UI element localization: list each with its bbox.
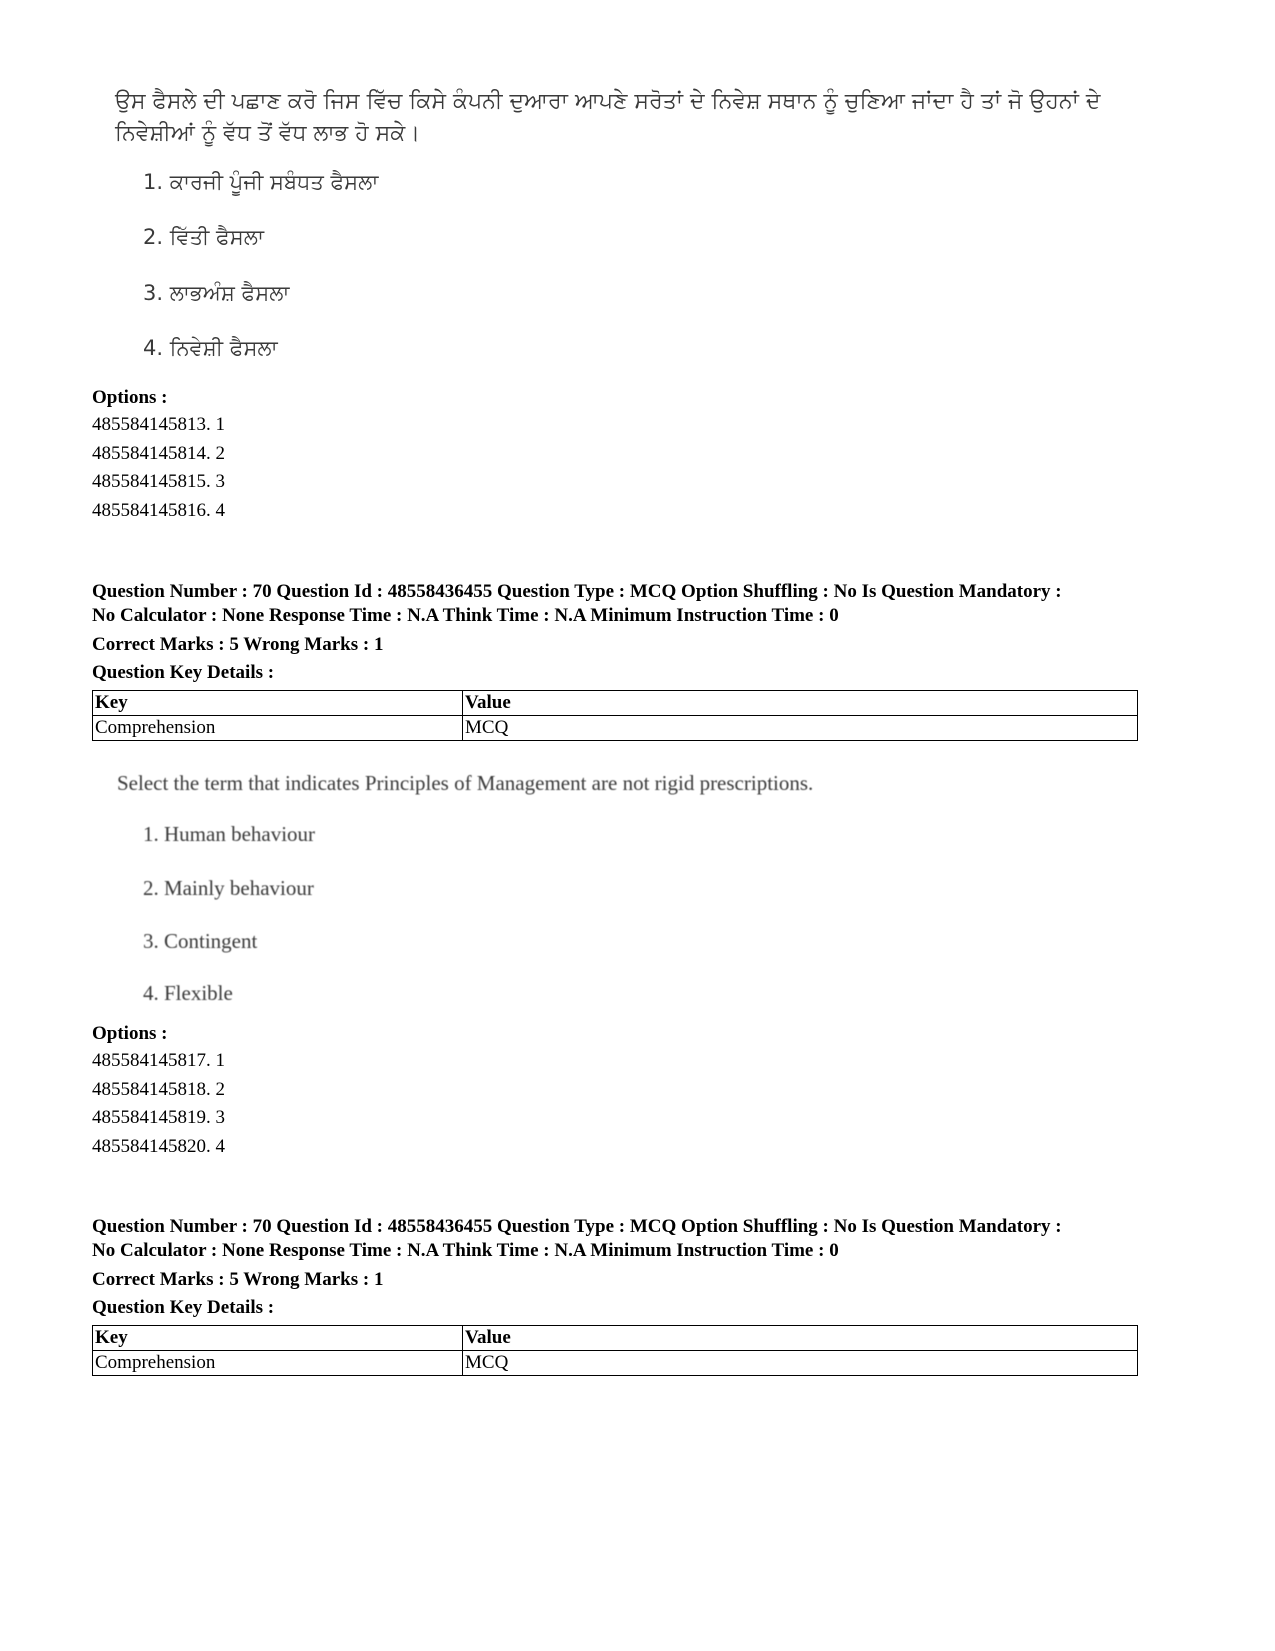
question-choice-4: 4. Flexible — [143, 981, 233, 1005]
table-row — [93, 716, 1138, 741]
question-key-details-label: Question Key Details : — [92, 662, 275, 683]
question-choice-2: 2. Mainly behaviour — [143, 876, 314, 900]
option-item: 485584145813. 1 — [92, 414, 225, 435]
table-header-row — [93, 691, 1138, 716]
options-label: Options : — [92, 1023, 168, 1044]
question-meta-line-1: Question Number : 70 Question Id : 48558436455 Question Type : MCQ Option Shuffling : No Is Question Mandatory : — [92, 581, 1062, 602]
question-meta-line-2: No Calculator : None Response Time : N.A Think Time : N.A Minimum Instruction Time : 0 — [92, 1240, 839, 1261]
table-header-key: Key — [93, 691, 463, 716]
options-list — [92, 411, 225, 525]
question-key-details-label: Question Key Details : — [92, 1297, 275, 1318]
table-header-value: Value — [463, 691, 1138, 716]
question-meta-line-2: No Calculator : None Response Time : N.A Think Time : N.A Minimum Instruction Time : 0 — [92, 605, 839, 626]
table-header-row — [93, 1326, 1138, 1351]
question-choice-4: 4. ਨਿਵੇਸ਼ੀ ਫੈਸਲਾ — [143, 336, 278, 360]
table-header-key: Key — [93, 1326, 463, 1351]
table-row — [93, 1351, 1138, 1376]
option-item: 485584145819. 3 — [92, 1107, 225, 1129]
question-choice-3: 3. Contingent — [143, 929, 258, 953]
option-item: 485584145815. 3 — [92, 471, 225, 493]
table-header-value: Value — [463, 1326, 1138, 1351]
option-item: 485584145818. 2 — [92, 1078, 225, 1100]
question-key-table — [92, 690, 1138, 741]
option-item: 485584145814. 2 — [92, 442, 225, 464]
options-list — [92, 1047, 225, 1161]
question-choice-1: 1. Human behaviour — [143, 822, 316, 846]
question-choice-1: 1. ਕਾਰਜੀ ਪੂੰਜੀ ਸਬੰਧਤ ਫੈਸਲਾ — [143, 170, 379, 194]
marks-line: Correct Marks : 5 Wrong Marks : 1 — [92, 634, 384, 655]
option-item: 485584145817. 1 — [92, 1050, 225, 1071]
question-image-text-punjabi: ਉਸ ਫੈਸਲੇ ਦੀ ਪਛਾਣ ਕਰੋ ਜਿਸ ਵਿੱਚ ਕਿਸੇ ਕੰਪਨੀ ਦੁਆਰਾ ਆਪਣੇ ਸਰੋਤਾਂ ਦੇ ਨਿਵੇਸ਼ ਸਥਾਨ ਨੂੰ ਚੁਣਿਆ ਜਾਂਦਾ ਹੈ ਤਾਂ ਜੋ ਉਹਨਾਂ ਦੇ ਨਿਵੇਸ਼ੀਆਂ ਨੂੰ ਵੱਧ ਤੋਂ ਵੱਧ ਲਾਭ ਹੋ ਸਕੇ। — [115, 89, 1101, 146]
options-label: Options : — [92, 387, 168, 408]
question-choice-2: 2. ਵਿੱਤੀ ਫੈਸਲਾ — [143, 225, 264, 249]
marks-line: Correct Marks : 5 Wrong Marks : 1 — [92, 1269, 384, 1290]
table-cell-key: Comprehension — [93, 1351, 463, 1376]
table-cell-value: MCQ — [463, 716, 1138, 741]
table-cell-key: Comprehension — [93, 716, 463, 741]
table-cell-value: MCQ — [463, 1351, 1138, 1376]
question-choice-3: 3. ਲਾਭਅੰਸ਼ ਫੈਸਲਾ — [143, 281, 290, 305]
option-item: 485584145820. 4 — [92, 1135, 225, 1157]
option-item: 485584145816. 4 — [92, 499, 225, 521]
question-meta-line-1: Question Number : 70 Question Id : 48558436455 Question Type : MCQ Option Shuffling : No Is Question Mandatory : — [92, 1216, 1062, 1237]
question-key-table — [92, 1325, 1138, 1376]
question-image-text-english: Select the term that indicates Principles of Management are not rigid prescriptions. — [117, 771, 814, 795]
